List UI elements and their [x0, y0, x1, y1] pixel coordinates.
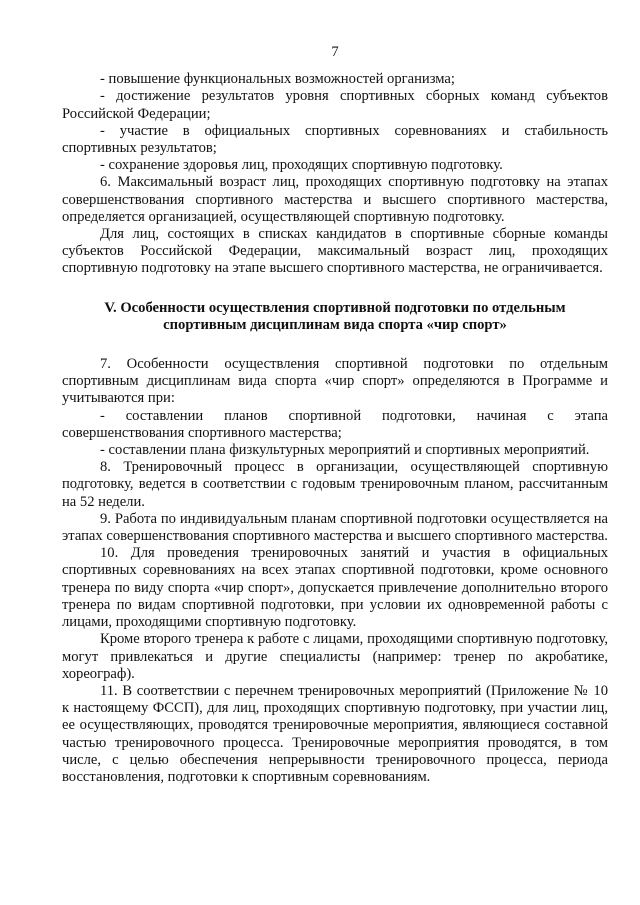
paragraph-11: 11. В соответствии с перечнем тренировочных мероприятий (Приложение № 10 к настоящему ФССП), для лиц, проходящих спортивную подготовку, при участии лиц, ее осуществляющих, проводятся тренировочные мероприятия, являющиеся составной частью тренировочного процесса. Тренировочные мероприятия проводятся, в том числе, с целью обеспечения непрерывности тренировочного процесса, периода восстановления, подготовки к спортивным соревнованиям.: [62, 682, 608, 785]
list-item-health: - сохранение здоровья лиц, проходящих спортивную подготовку.: [100, 157, 503, 174]
list-item-plans: - составлении планов спортивной подготовки, начиная с этапа совершенствования спортивного мастерства;: [62, 407, 608, 441]
list-item-events-plan: - составлении плана физкультурных мероприятий и спортивных мероприятий.: [100, 442, 590, 459]
paragraph-7: 7. Особенности осуществления спортивной подготовки по отдельным спортивным дисциплинам вида спорта «чир спорт» определяются в Программе и учитываются при:: [62, 356, 608, 407]
section-top: [62, 71, 608, 277]
paragraph-8: 8. Тренировочный процесс в организации, осуществляющей спортивную подготовку, ведется в соответствии с годовым тренировочным планом, рассчитанным на 52 недели.: [62, 459, 608, 510]
section-heading-line-1: V. Особенности осуществления спортивной подготовки по отдельным: [104, 299, 566, 316]
list-item-results: - достижение результатов уровня спортивных сборных команд субъектов Российской Федерации;: [62, 88, 608, 122]
section-bottom: [62, 356, 608, 786]
paragraph-6: 6. Максимальный возраст лиц, проходящих спортивную подготовку на этапах совершенствования спортивного мастерства и высшего спортивного мастерства, определяется организацией, осуществляющей спортивную подготовку.: [62, 174, 608, 225]
paragraph-candidates: Для лиц, состоящих в списках кандидатов в спортивные сборные команды субъектов Российской Федерации, максимальный возраст лиц, проходящих спортивную подготовку на этапе высшего спортивного мастерства, не ограничивается.: [62, 226, 608, 277]
page-number: 7: [331, 44, 339, 60]
section-heading: [62, 300, 608, 334]
list-item-function: - повышение функциональных возможностей организма;: [100, 71, 455, 88]
list-item-competitions: - участие в официальных спортивных соревнованиях и стабильность спортивных результатов;: [62, 122, 608, 157]
section-heading-line-2: спортивным дисциплинам вида спорта «чир спорт»: [163, 316, 507, 333]
paragraph-10: 10. Для проведения тренировочных занятий и участия в официальных спортивных соревнованиях на всех этапах спортивной подготовки, кроме основного тренера по виду спорта «чир спорт», допускается привлечение дополнительно второго тренера по видам спортивной подготовки, при условии их одновременной работы с лицами, проходящими спортивную подготовку.: [62, 545, 608, 631]
paragraph-9: 9. Работа по индивидуальным планам спортивной подготовки осуществляется на этапах совершенствования спортивного мастерства и высшего спортивного мастерства.: [62, 510, 608, 545]
paragraph-second-trainer: Кроме второго тренера к работе с лицами, проходящими спортивную подготовку, могут привлекаться и другие специалисты (например: тренер по акробатике, хореограф).: [62, 631, 608, 682]
